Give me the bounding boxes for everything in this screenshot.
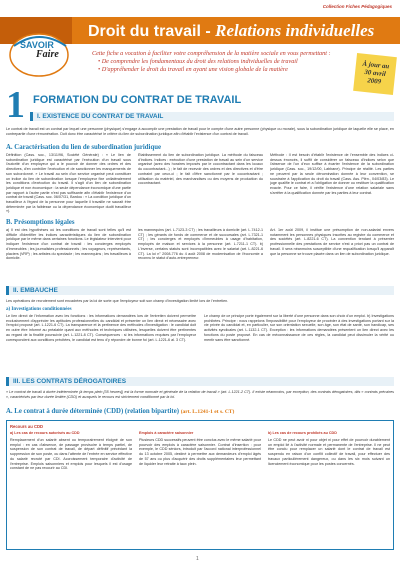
section-title: FORMATION DU CONTRAT DE TRAVAIL xyxy=(33,94,242,106)
box-column-title: Emplois à caractère saisonnier xyxy=(139,431,194,435)
logo-top-text: SAVOIR xyxy=(20,40,54,50)
intro-line: Cette fiche a vocation à faciliter votre compréhension de la matière sociale en vous permettant : xyxy=(92,50,331,57)
page-title-sub: Relations individuelles xyxy=(215,21,375,40)
subsection-heading xyxy=(6,408,234,415)
intro-bullet: • D'appréhender le droit du travail en ayant une vision globale de la matière xyxy=(98,66,288,73)
update-date-badge xyxy=(353,53,397,95)
column-text: Le CDD ne peut avoir ni pour objet ni pour effet de pourvoir durablement un emploi lié à l'activité normale et permanente de l'entreprise. Il ne peut être conclu pour remplacer un salarié dont le contrat de travail est suspendu en raison d'un conflit collectif de travail, pour effectuer des travaux particulièrement dangereux, ou dans les six mois suivant un licenciement économique pour les postes concernés. xyxy=(268,438,390,466)
subsection-band: I. EXISTENCE DU CONTRAT DE TRAVAIL xyxy=(30,112,394,121)
cdd-heading-relation: (relation bipartite) xyxy=(124,408,179,415)
column-text: a) Il est des hypothèses où les conditions de travail sont telles qu'il est difficile d'identifier les indices caractéristiques du lien de subordination juridique par le même dans certaines fonctions. Le législateur intervient pour indiquer l'existence d'un contrat de travail : les concierges employés d'immeubles ; les journalistes professionnels ; les voyageurs, représentants, placiers (VRP) ; les artistes du spectacle ; les mannequins ; les travailleurs à domicile. xyxy=(6,228,131,261)
box-heading: Recours au CDD xyxy=(10,424,44,429)
section-number: 1 xyxy=(6,84,25,126)
subsection-band: II. EMBAUCHE xyxy=(6,286,394,295)
column-text: Le champ de ce principe porte également sur la liberté d'une personne dans son choix d'un emploi. b) Investigations prohibées. Principe : nous rappelons l'impossibilité pour l'employeur de procéder à des investigations portant sur la vie privée du candidat et, en particulier, sur son orientation sexuelle, son âge, son état de santé, son handicap, ses activités syndicales (art. L.1132-1 CT). Exception : les informations demandées présentent un lien direct avec les fonctions du poste proposé. En cas de méconnaissance de ces règles, la candidat peut dissimuler la vérité ou mentir sans être sanctionné. xyxy=(204,314,394,342)
collection-label: Collection Fiches Pédagogiques xyxy=(322,4,392,9)
subsection-heading: B. Présomptions légales xyxy=(6,219,75,226)
column-text: Plusieurs CDD successifs peuvent être conclus avec le même salarié pour pourvoir des emplois à caractère saisonnier. Contrat d'insertion : pour exemple, le CDD séniors, introduit par l'accord national interprofessionnel du 13 octobre 2005, destiné à permettre aux demandeurs d'emploi âgés de 57 ans ou plus d'acquérir des droits supplémentaires leur permettant de liquider leur retraite à taux plein. xyxy=(139,438,261,466)
cdd-heading-ref: (art. L.1241-1 et s. CT) xyxy=(180,409,235,415)
column-text: Définition (Cass. soc., 13/11/96, Société Générale) : « Le lien de subordination juridique est caractérisé par l'exécution d'un travail sous l'autorité d'un employeur qui a le pouvoir de donner des ordres et des directives, d'en contrôler l'exécution et de sanctionner les manquements de son subordonné. » Le travail au sein d'un service organisé peut constituer un indice du lien de subordination lorsque l'employeur fixe unilatéralement les conditions d'exécution du travail. Il s'agit d'un lien de subordination juridique et non économique : la seule dépendance économique d'une partie par rapport à l'autre partie n'est pas suffisante afin d'établir l'existence d'un contrat de travail (Cass. soc. 06/07/31, Bardou : « La condition juridique d'un travailleur à l'égard de la personne pour laquelle il travaille ne saurait être déterminée par la faiblesse ou la dépendance économique dudit travailleur »). xyxy=(6,153,131,213)
logo-text xyxy=(18,40,64,76)
page-number: 1 xyxy=(196,556,199,562)
section-intro-text: « Le contrat de travail à durée indéterminée (à temps plein [35 heures]) est la forme normale et générale de la relation de travail » (art. L.1221-2 CT). Il existe néanmoins, par exception, des contrats dérogatoires, dits « contrats précaires », caractérisés par leur durée limitée (CDD) et auxquels le recours est strictement conditionné par la loi. xyxy=(6,390,394,399)
intro-block xyxy=(92,50,332,74)
subsection-band: III. LES CONTRATS DÉROGATOIRES xyxy=(6,377,394,386)
page-title xyxy=(88,21,374,41)
date-badge-line: 2009 xyxy=(367,77,382,86)
column-text: Le lien direct de l'information avec les fonctions : les informations demandées lors de l'entretien doivent permettre exclusivement d'apprécier les aptitudes professionnelles du candidat et présenter un lien direct et nécessaire avec l'emploi proposé (art. L.1221-6 CT). La transparence et la pertinence des méthodes d'investigation : le candidat doit en outre être informé au préalable quant aux méthodes et techniques utilisées, lesquelles doivent être pertinentes au regard de la finalité poursuivie (art. L.1221-8 CT). Conséquences : si les informations requises par l'employeur correspondent aux conditions précitées, le candidat est tenu d'y répondre de bonne foi (art. L.1221-6 al. 3 CT). xyxy=(6,314,196,342)
cdd-heading-prefix: A. Le contrat à durée déterminée (CDD) xyxy=(6,408,125,415)
column-text: les mannequins (art. L.7123-3 CT) ; les travailleurs à domicile (art. L.7412-1 CT) ; les gérants de fonds de commerce et de succursales (art. L.7321-1 CT) ; les concierges et employés d'immeubles à usage d'habitation, employés de maison et services à la personne (art. L.7211-1 CT). b) L'inverse, certains statuts sont incompatibles avec le salariat (art. L.8221-6 CT). La loi n° 2008-776 du 4 août 2008 de modernisation de l'économie a reconnu le statut d'auto-entrepreneur. xyxy=(138,228,263,261)
section-intro-text: Les opérations de recrutement sont encadrées par la loi de sorte que l'employeur soit son champ d'investigation limité lors de l'entretien. xyxy=(6,299,229,303)
page-title-main: Droit du travail - xyxy=(88,23,216,40)
column-text: Établissement du lien de subordination juridique. La méthode du faisceau d'indices. Indices : exécution d'une prestation de travail au sein d'un service organisé (avec des horaires imposés par le cocontractant dans les locaux du cocontractant...) ; le fait de recevoir des ordres et des directives et d'être contraint par ceux-ci ; le fait d'être sanctionné par le cocontractant ; utilisation du matériel, des marchandises ou des moyens de production du cocontractant. xyxy=(138,153,263,186)
section-intro-text: Le contrat de travail est un contrat par lequel une personne (physique) s'engage à accomplir une prestation de travail pour le compte d'une autre personne (physique ou morale), sous la subordination juridique de laquelle elle se place, en contrepartie d'une rémunération. Doit donc être caractérisé le critère du lien de subordination juridique afin d'établir l'existence d'un contrat de travail. xyxy=(6,127,394,136)
box-column-title: b) Les cas de recours prohibés au CDD xyxy=(268,431,337,435)
subsection-heading: A. Caractérisation du lien de subordination juridique xyxy=(6,144,162,151)
column-text: Art. 1er août 2009, il institue une présomption de non-salariat envers notamment les personnes physiques inscrites au registre du commerce et des sociétés (art. L.8221-6 CT). La convention tendant à présenter professionnelle des prestations de service n'est a priori pas un contrat de travail. Il sera néanmoins susceptible d'une requalification lorsqu'il apparaît que la personne se trouve placée dans un lien de subordination juridique. xyxy=(270,228,394,256)
box-column-title: a) Les cas de recours autorisés au CDD xyxy=(10,431,80,435)
intro-bullet: • De comprendre les fondamentaux du droit des relations individuelles de travail xyxy=(98,58,298,65)
column-text: Méthode : Il est besoin d'établir l'existence de l'ensemble des indices ci-dessus énoncés, il suffit de considérer un faisceau d'indices selon que l'absence de l'un d'eux suffise à écarter l'existence de la subordination juridique (Cass. soc., 19/12/00, Labbane). Principe de réalité. Les parties ne peuvent par la seule dénomination donnée à leur convention, se soustraire à l'application du droit du travail (Cass. Ass. Plén., 04/03/83). Le juge qualifie le contrat et a l'obligation de donner ou restituer la qualification exacte. Pour ce faire, il vérifie l'existence d'une relation salariale sans s'arrêter à la qualification donnée par les parties à leur contrat. xyxy=(270,153,394,195)
column-text: Remplacement d'un salarié absent ou temporairement éloigné de son emploi : en cas d'absence, de passage provisoire à temps partiel, de suspension de son contrat de travail, de départ définitif précédant la suppression de son poste, ou dans l'attente de l'entrée en service effective du salarié recruté par CDI. Accroissement temporaire d'activité de l'entreprise. Emplois saisonniers et emplois pour lesquels il est d'usage constant de ne pas recourir au CDI. xyxy=(10,438,132,471)
logo-bottom-text: Faire xyxy=(36,49,59,60)
date-badge-line: 30 avril xyxy=(364,68,387,79)
subsection-heading: a) Investigations conditionnées xyxy=(6,307,72,312)
date-badge-line: À jour au xyxy=(362,60,390,71)
